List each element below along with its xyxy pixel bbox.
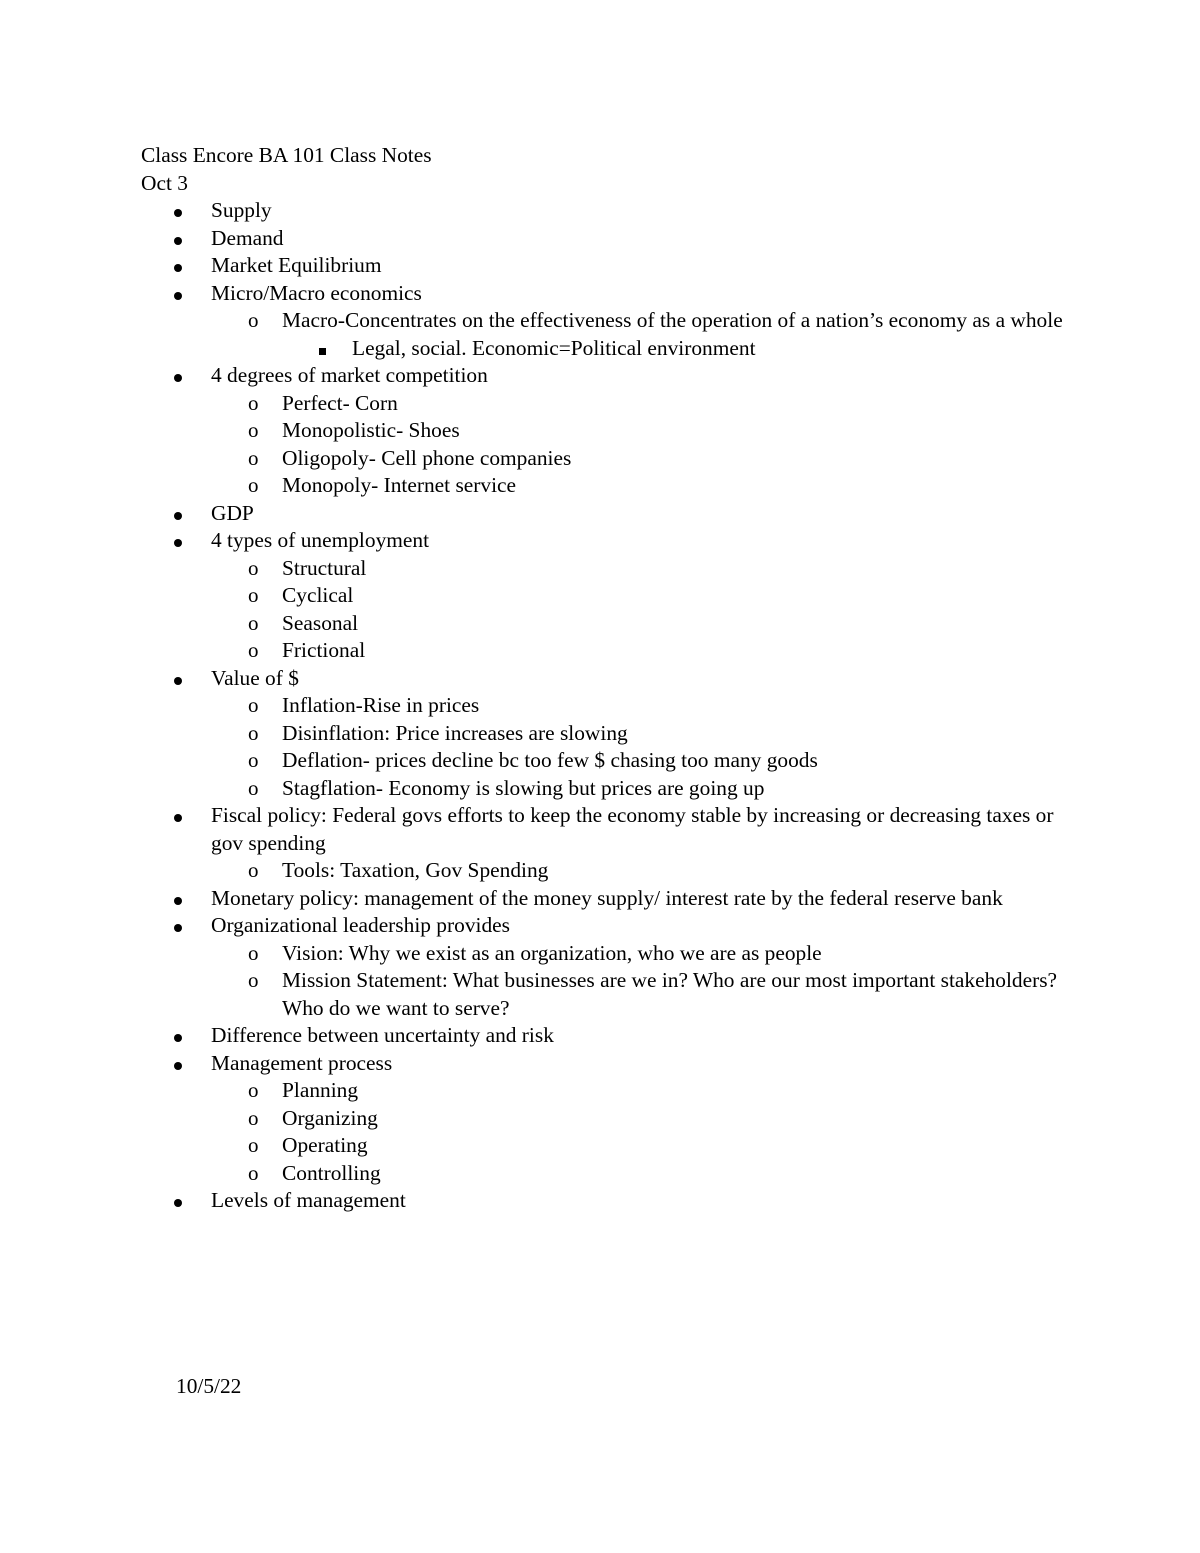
bullet-dot-icon xyxy=(174,1050,182,1078)
sub-bullet-item xyxy=(141,417,1071,445)
sub-sub-bullet-item xyxy=(141,335,1071,363)
bullet-item xyxy=(141,225,1071,253)
bullet-text: Micro/Macro economics xyxy=(211,280,422,305)
bullet-circle-icon: o xyxy=(248,858,259,882)
bullet-text: Market Equilibrium xyxy=(211,253,382,277)
bullet-circle-icon: o xyxy=(248,1078,259,1102)
sub-bullet-item xyxy=(141,1105,1071,1133)
sub-bullet-item xyxy=(141,445,1071,473)
bullet-item xyxy=(141,280,1071,308)
bullet-square-icon xyxy=(319,335,326,363)
bullet-text: Macro-Concentrates on the effectiveness of the operation of a nation’s economy as a whole xyxy=(282,308,1063,332)
bullet-dot-icon xyxy=(174,665,182,693)
date-heading: Oct 3 xyxy=(141,170,188,195)
bullet-text: GDP xyxy=(211,500,254,525)
sub-bullet-item xyxy=(141,940,1071,968)
bullet-dot-icon xyxy=(174,1187,182,1215)
bullet-circle-icon: o xyxy=(248,940,259,965)
bullet-text: Mission Statement: What businesses are we in? Who are our most important stakeholders? Who do we want to serve? xyxy=(282,968,1058,1020)
bullet-circle-icon: o xyxy=(248,968,259,992)
sub-bullet-item xyxy=(141,582,1071,610)
bullet-circle-icon: o xyxy=(248,1133,259,1157)
sub-bullet-item xyxy=(141,1132,1071,1160)
document-title: Class Encore BA 101 Class Notes xyxy=(141,143,432,167)
bullet-circle-icon: o xyxy=(248,720,259,745)
bullet-text: Monetary policy: management of the money supply/ interest rate by the federal reserve bank xyxy=(211,885,1003,910)
bullet-text: Seasonal xyxy=(282,610,359,635)
bullet-circle-icon: o xyxy=(248,390,259,415)
bullet-circle-icon: o xyxy=(248,1105,259,1130)
bullet-text: Disinflation: Price increases are slowing xyxy=(282,720,628,745)
sub-bullet-item xyxy=(141,1160,1071,1188)
bullet-text: Supply xyxy=(211,198,272,222)
bullet-dot-icon xyxy=(174,225,182,253)
sub-bullet-item xyxy=(141,390,1071,418)
bullet-dot-icon xyxy=(174,885,182,913)
bullet-text: Monopoly- Internet service xyxy=(282,473,517,497)
bullet-text: Value of $ xyxy=(211,665,299,690)
bullet-item xyxy=(141,1187,1071,1215)
bullet-text: Organizational leadership provides xyxy=(211,913,510,937)
bullet-circle-icon: o xyxy=(248,1160,259,1185)
sub-bullet-item xyxy=(141,692,1071,720)
bullet-item xyxy=(141,252,1071,280)
bullet-dot-icon xyxy=(174,252,182,280)
bullet-item xyxy=(141,1022,1071,1050)
bullet-text: Deflation- prices decline bc too few $ chasing too many goods xyxy=(282,748,818,772)
bullet-text: Levels of management xyxy=(211,1188,406,1212)
bullet-text: Operating xyxy=(282,1133,368,1157)
notes-list xyxy=(141,197,1071,1215)
bullet-item xyxy=(141,665,1071,693)
sub-bullet-item xyxy=(141,637,1071,665)
bullet-circle-icon: o xyxy=(248,610,259,635)
bullet-item xyxy=(141,1050,1071,1078)
bullet-item xyxy=(141,885,1071,913)
bullet-circle-icon: o xyxy=(248,445,259,470)
sub-bullet-item xyxy=(141,720,1071,748)
bullet-text: Legal, social. Economic=Political environment xyxy=(352,335,756,360)
sub-bullet-item xyxy=(141,555,1071,583)
sub-bullet-item xyxy=(141,472,1071,500)
bullet-dot-icon xyxy=(174,280,182,308)
bullet-text: 4 types of unemployment xyxy=(211,528,430,552)
bullet-text: Frictional xyxy=(282,638,366,662)
bullet-circle-icon: o xyxy=(248,775,259,800)
bullet-text: Inflation-Rise in prices xyxy=(282,693,480,717)
bullet-circle-icon: o xyxy=(248,638,259,662)
bullet-circle-icon: o xyxy=(248,748,259,772)
bullet-item xyxy=(141,197,1071,225)
bullet-text: Controlling xyxy=(282,1160,381,1185)
bullet-circle-icon: o xyxy=(248,418,259,442)
bullet-text: Tools: Taxation, Gov Spending xyxy=(282,858,549,882)
bullet-item xyxy=(141,912,1071,940)
notes-content xyxy=(141,142,1071,1215)
footer-date: 10/5/22 xyxy=(176,1374,242,1398)
bullet-dot-icon xyxy=(174,500,182,528)
bullet-text: Difference between uncertainty and risk xyxy=(211,1023,554,1047)
sub-bullet-item xyxy=(141,307,1071,335)
bullet-text: Planning xyxy=(282,1078,359,1102)
sub-bullet-item xyxy=(141,1077,1071,1105)
bullet-text: Monopolistic- Shoes xyxy=(282,418,460,442)
bullet-dot-icon xyxy=(174,802,182,830)
bullet-text: Perfect- Corn xyxy=(282,390,398,415)
bullet-text: Cyclical xyxy=(282,583,354,607)
bullet-circle-icon: o xyxy=(248,473,259,497)
bullet-text: Vision: Why we exist as an organization, who we are as people xyxy=(282,940,822,965)
bullet-item xyxy=(141,362,1071,390)
bullet-item xyxy=(141,527,1071,555)
bullet-text: Organizing xyxy=(282,1105,378,1130)
bullet-text: Demand xyxy=(211,225,284,250)
bullet-circle-icon: o xyxy=(248,583,259,607)
bullet-text: 4 degrees of market competition xyxy=(211,363,488,387)
bullet-circle-icon: o xyxy=(248,308,259,332)
bullet-dot-icon xyxy=(174,527,182,555)
bullet-dot-icon xyxy=(174,1022,182,1050)
sub-bullet-item xyxy=(141,610,1071,638)
bullet-text: Management process xyxy=(211,1050,393,1075)
bullet-text: Oligopoly- Cell phone companies xyxy=(282,445,572,470)
sub-bullet-item xyxy=(141,857,1071,885)
bullet-text: Structural xyxy=(282,555,367,580)
sub-bullet-item xyxy=(141,967,1071,1022)
bullet-circle-icon: o xyxy=(248,555,259,580)
bullet-item xyxy=(141,802,1071,857)
sub-bullet-item xyxy=(141,747,1071,775)
bullet-dot-icon xyxy=(174,912,182,940)
bullet-text: Stagflation- Economy is slowing but prices are going up xyxy=(282,775,765,800)
bullet-dot-icon xyxy=(174,197,182,225)
bullet-dot-icon xyxy=(174,362,182,390)
bullet-circle-icon: o xyxy=(248,693,259,717)
bullet-item xyxy=(141,500,1071,528)
sub-bullet-item xyxy=(141,775,1071,803)
bullet-text: Fiscal policy: Federal govs efforts to keep the economy stable by increasing or decreasing taxes or gov spending xyxy=(211,803,1054,855)
